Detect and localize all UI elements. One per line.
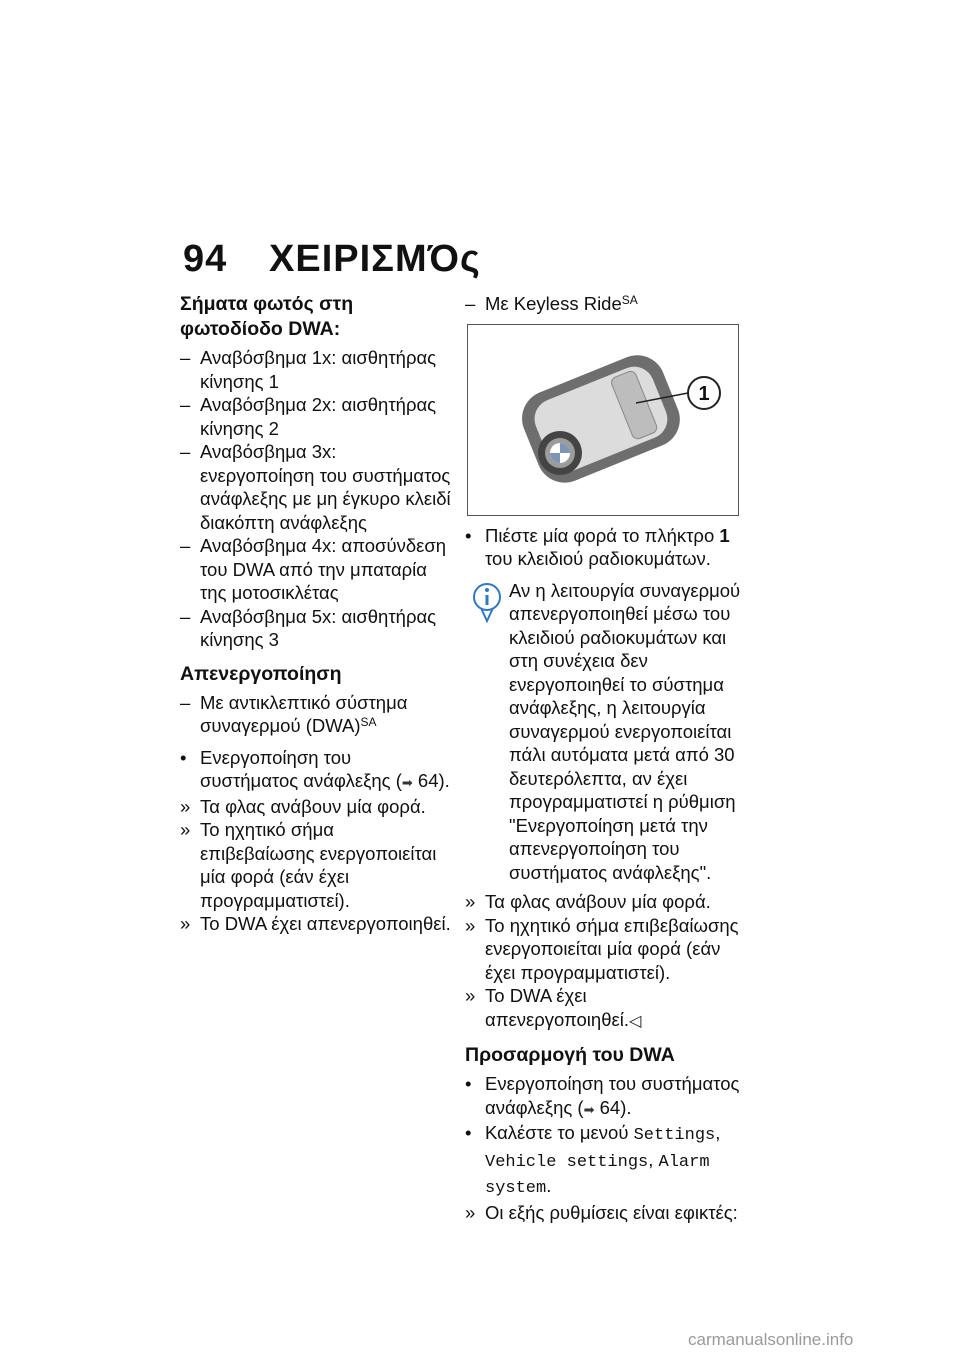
section-heading-light-signals: Σήματα φωτός στη φωτοδίοδο DWA: <box>180 293 354 340</box>
end-of-section-icon: ◁ <box>628 1012 642 1030</box>
dash-marker: – <box>180 347 191 368</box>
list-item-bullet: • Πιέστε μία φορά το πλήκτρο 1 του κλειδιού ραδιοκυμάτων. <box>465 524 730 569</box>
chapter-title: ΧΕΙΡΙΣΜΌς <box>269 238 481 280</box>
list-item: – Αναβόσβημα 3x: ενεργοποίηση του συστήματος ανάφλεξης με μη έγκυρο κλειδί διακόπτη ανάφλεξης <box>180 441 451 533</box>
dash-marker: – <box>180 441 191 462</box>
page-number: 94 <box>183 238 228 280</box>
result-marker: » <box>465 985 476 1006</box>
list-item-bullet: • Ενεργοποίηση του συστήματος ανάφλεξης (➡ 64). <box>180 746 450 791</box>
result-marker: » <box>465 891 476 912</box>
watermark: carmanualsonline.info <box>688 1330 854 1349</box>
section-heading-adjust-dwa: Προσαρμογή του DWA <box>465 1044 675 1066</box>
result-marker: » <box>465 1201 476 1223</box>
list-item-result: » Το ηχητικό σήμα επιβεβαίωσης ενεργοποιείται μία φορά (εάν έχει προγραμματιστεί). <box>465 914 739 983</box>
list-item-result: » Το ηχητικό σήμα επιβεβαίωσης ενεργοποιείται μία φορά (εάν έχει προγραμματιστεί). <box>180 819 437 911</box>
section-heading-deactivation: Απενεργοποίηση <box>180 662 342 685</box>
list-item-result: » Το DWA έχει απενεργοποιηθεί.◁ <box>465 985 642 1030</box>
bullet-marker: • <box>180 746 187 768</box>
bullet-marker: • <box>465 1122 472 1143</box>
dash-marker: – <box>465 293 476 314</box>
list-item-sa: – Με αντικλεπτικό σύστημα συναγερμού (DWA)$^{SA}$ <box>180 691 408 736</box>
list-item-bullet: • Ενεργοποίηση του συστήματος ανάφλεξης (➡ 64). <box>465 1073 740 1118</box>
note-text: Αν η λειτουργία συναγερμού απενεργοποιηθεί μέσω του κλειδιού ραδιοκυμάτων και στη συνέχεια δεν ενεργοποιηθεί το σύστημα ανάφλεξης, η λειτουργία συναγερμού ενεργοποιείται πάλι αυτόματα μετά από 30 δευτερόλεπτα, αν έχει προγραμματιστεί η ρύθμιση "Ενεργοποίηση μετά την απενεργοποίηση του συστήματος ανάφλεξης". <box>509 579 741 883</box>
result-marker: » <box>180 795 191 817</box>
dash-marker: – <box>180 535 191 556</box>
sa-superscript: SA <box>621 293 638 307</box>
page-ref-arrow-icon: ➡ <box>401 775 413 790</box>
result-marker: » <box>180 913 191 934</box>
bullet-marker: • <box>465 524 472 546</box>
dash-marker: – <box>180 394 191 415</box>
page-reference-link[interactable]: 64). <box>417 770 450 791</box>
list-item: – Αναβόσβημα 2x: αισθητήρας κίνησης 2 <box>180 394 437 439</box>
list-item: – Αναβόσβημα 1x: αισθητήρας κίνησης 1 <box>180 347 437 392</box>
list-item-keyless: – Με Keyless Ride$^{SA}$ <box>465 293 638 314</box>
list-item-bullet: • Καλέστε το μενού Settings, Vehicle settings, Alarm system. <box>465 1122 721 1198</box>
list-item-result: » Το DWA έχει απενεργοποιηθεί. <box>180 913 451 934</box>
info-note <box>465 579 743 885</box>
info-icon <box>471 581 503 625</box>
menu-path-alarm-system: Alarm system <box>485 1152 710 1198</box>
dash-marker: – <box>180 605 191 627</box>
list-item-result: » Τα φλας ανάβουν μία φορά. <box>465 891 711 912</box>
result-marker: » <box>180 819 191 840</box>
radio-key-figure <box>467 324 739 516</box>
menu-path-vehicle-settings: Vehicle settings <box>485 1152 649 1172</box>
radio-key-illustration <box>468 325 738 515</box>
page-ref-arrow-icon: ➡ <box>583 1101 595 1117</box>
list-item: – Αναβόσβημα 4x: αποσύνδεση του DWA από την μπαταρία της μοτοσικλέτας <box>180 535 447 603</box>
result-marker: » <box>465 914 476 936</box>
list-item: – Αναβόσβημα 5x: αισθητήρας κίνησης 3 <box>180 605 437 650</box>
menu-path-settings: Settings <box>633 1126 716 1145</box>
list-item-result: » Τα φλας ανάβουν μία φορά. <box>180 795 426 817</box>
page-header <box>183 238 481 281</box>
right-column <box>465 292 743 1224</box>
dash-marker: – <box>180 691 191 713</box>
bullet-marker: • <box>465 1073 472 1094</box>
key-number: 1 <box>719 524 730 546</box>
sa-superscript: SA <box>360 715 377 729</box>
page-reference-link[interactable]: 64). <box>599 1096 632 1118</box>
callout-number: 1 <box>698 382 710 405</box>
left-column <box>180 292 452 936</box>
list-item-result: » Οι εξής ρυθμίσεις είναι εφικτές: <box>465 1201 738 1223</box>
